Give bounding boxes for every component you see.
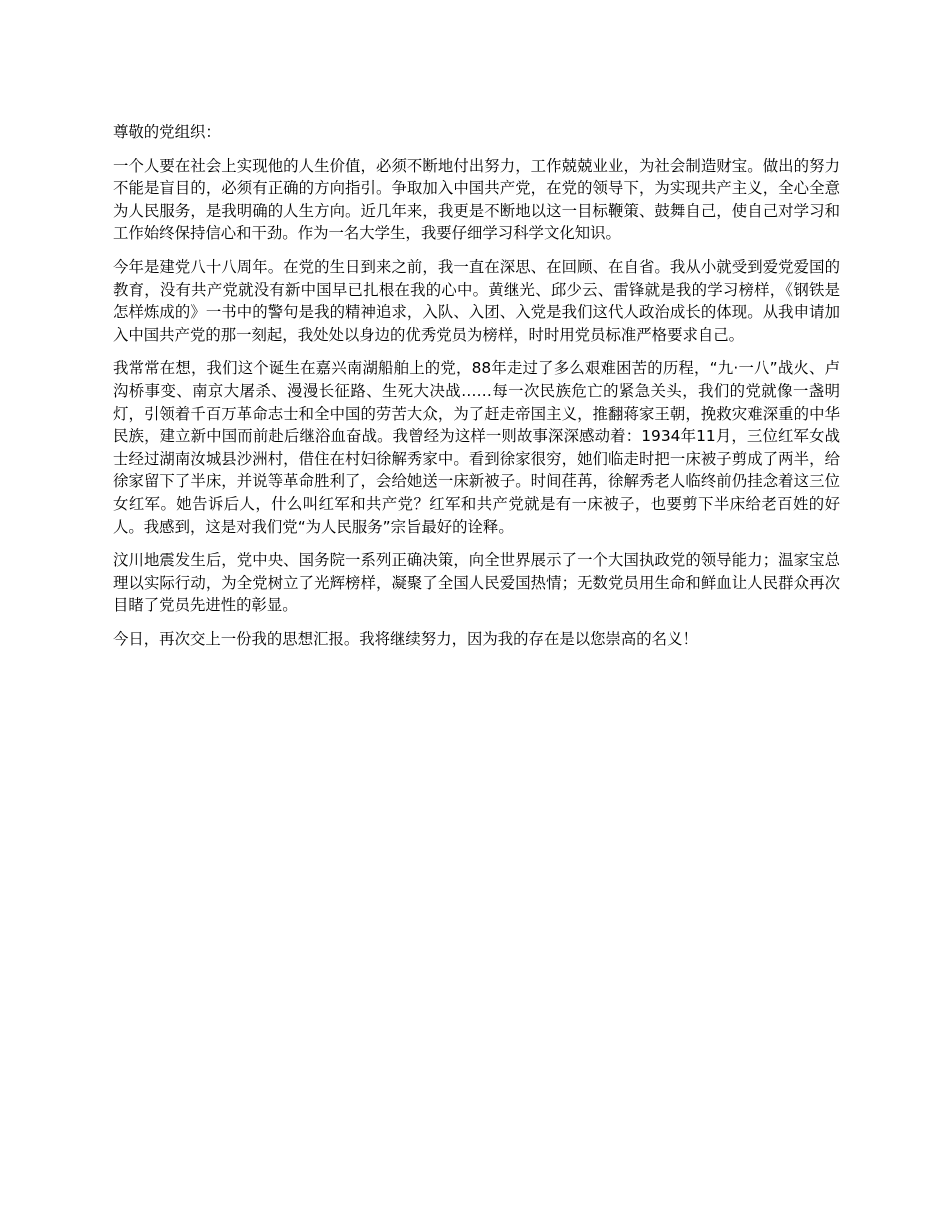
- paragraph-5: 今日，再次交上一份我的思想汇报。我将继续努力，因为我的存在是以您崇高的名义！: [113, 629, 698, 648]
- paragraph-2: 今年是建党八十八周年。在党的生日到来之前，我一直在深思、在回顾、在自省。我从小就受到爱党爱国的教育，没有共产党就没有新中国早已扎根在我的心中。黄继光、邱少云、雷锋就是我的学习榜样，《钢铁是怎样炼成的》一书中的警句是我的精神追求，入队、入团、入党是我们这代人政治成长的体现。从我申请加入中国共产党的那一刻起，我处处以身边的优秀党员为榜样，时时用党员标准严格要求自己。: [113, 257, 840, 344]
- salutation: 尊敬的党组织：: [113, 123, 221, 141]
- paragraph-3: 我常常在想，我们这个诞生在嘉兴南湖船舶上的党，88年走过了多么艰难困苦的历程，“九·一八”战火、卢沟桥事变、南京大屠杀、漫漫长征路、生死大决战……每一次民族危亡的紧急关头，我们的党就像一盏明灯，引领着千百万革命志士和全中国的劳苦大众，为了赶走帝国主义，推翻蒋家王朝，挽救灾难深重的中华民族，建立新中国而前赴后继浴血奋战。我曾经为这样一则故事深深感动着：1934年11月，三位红军女战士经过湖南汝城县沙洲村，借住在村妇徐解秀家中。看到徐家很穷，她们临走时把一床被子剪成了两半，给徐家留下了半床，并说等革命胜利了，会给她送一床新被子。时间荏苒，徐解秀老人临终前仍挂念着这三位女红军。她告诉后人，什么叫红军和共产党？红军和共产党就是有一床被子，也要剪下半床给老百姓的好人。我感到，这是对我们党“为人民服务”宗旨最好的诠释。: [113, 359, 840, 536]
- paragraph-4: 汶川地震发生后，党中央、国务院一系列正确决策，向全世界展示了一个大国执政党的领导能力；温家宝总理以实际行动，为全党树立了光辉榜样，凝聚了全国人民爱国热情；无数党员用生命和鲜血让人民群众再次目睹了党员先进性的彰显。: [113, 551, 840, 615]
- document-body: [113, 121, 840, 661]
- paragraph-1: 一个人要在社会上实现他的人生价值，必须不断地付出努力，工作兢兢业业，为社会制造财宝。做出的努力不能是盲目的，必须有正确的方向指引。争取加入中国共产党，在党的领导下，为实现共产主义，全心全意为人民服务，是我明确的人生方向。近几年来，我更是不断地以这一目标鞭策、鼓舞自己，使自己对学习和工作始终保持信心和干劲。作为一名大学生，我要仔细学习科学文化知识。: [113, 156, 840, 243]
